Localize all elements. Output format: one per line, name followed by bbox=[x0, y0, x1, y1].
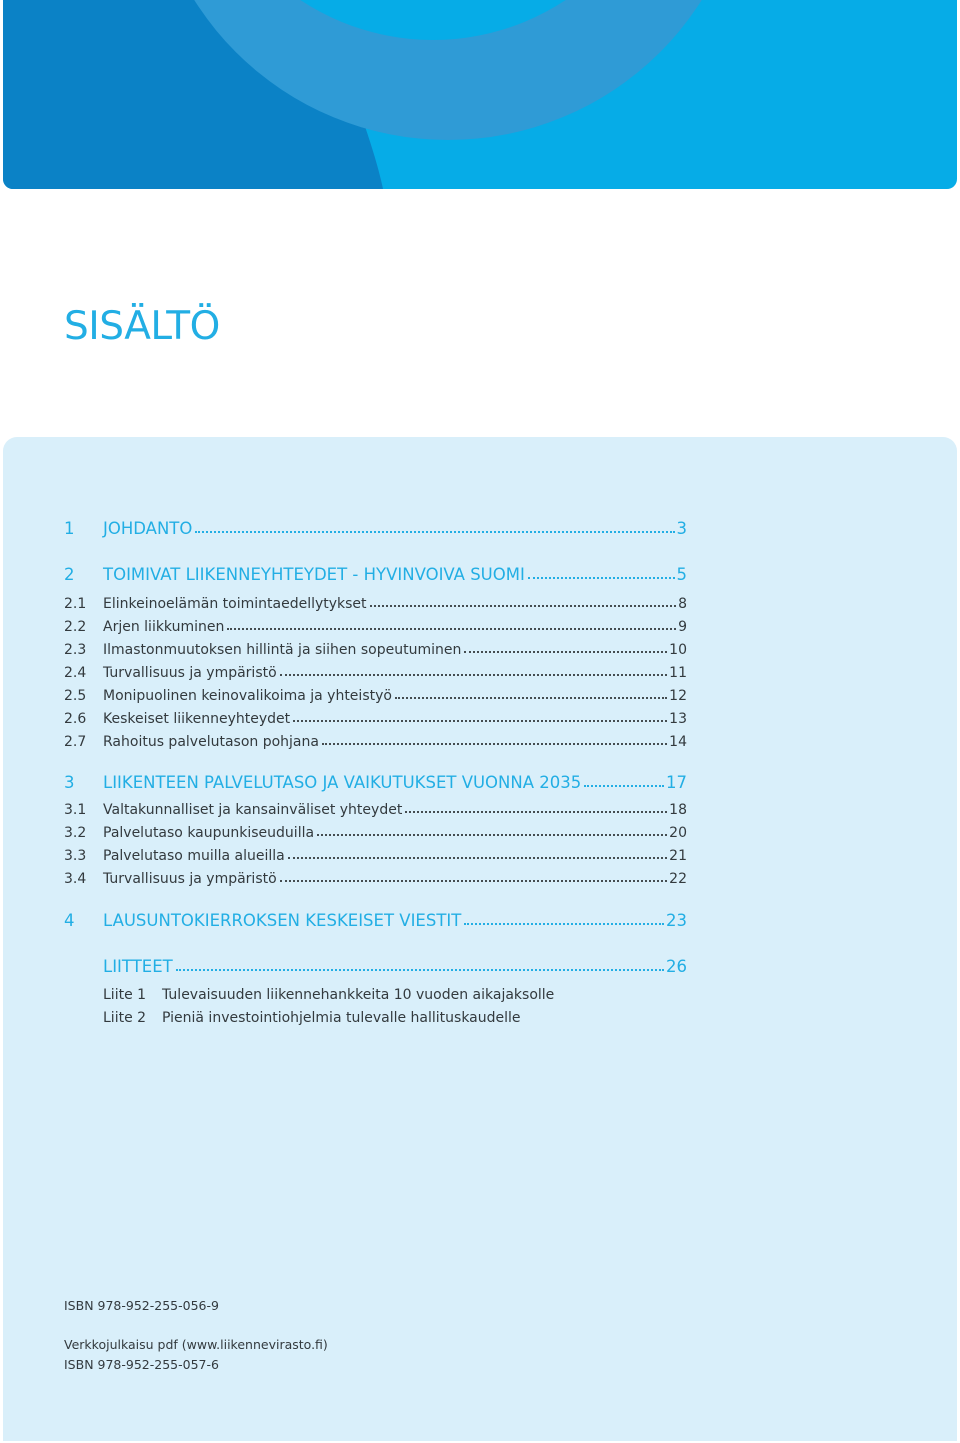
toc-section[interactable] bbox=[64, 848, 687, 864]
toc-appendix[interactable] bbox=[64, 1010, 687, 1026]
toc-section-number: 3.1 bbox=[64, 802, 87, 818]
toc-section-title: Rahoitus palvelutason pohjana bbox=[103, 734, 319, 750]
toc-section-page: 9 bbox=[678, 619, 687, 635]
toc-chapter-page: 5 bbox=[676, 565, 687, 584]
toc-leader-dots bbox=[405, 811, 667, 813]
isbn-print: ISBN 978-952-255-056-9 bbox=[64, 1298, 219, 1313]
toc-chapter[interactable] bbox=[64, 565, 687, 584]
toc-chapter-page: 3 bbox=[676, 519, 687, 538]
toc-section-page: 12 bbox=[669, 688, 687, 704]
toc-leader-dots bbox=[176, 969, 664, 971]
toc-appendix[interactable] bbox=[64, 987, 687, 1003]
toc-section-number: 2.6 bbox=[64, 711, 87, 727]
toc-leader-dots bbox=[464, 923, 664, 925]
toc-chapter[interactable] bbox=[64, 957, 687, 976]
toc-section-page: 18 bbox=[669, 802, 687, 818]
toc-chapter-page: 23 bbox=[666, 911, 687, 930]
toc-section-number: 2.2 bbox=[64, 619, 87, 635]
toc-chapter[interactable] bbox=[64, 519, 687, 538]
toc-section-title: Arjen liikkuminen bbox=[103, 619, 225, 635]
toc-section-number: 2.5 bbox=[64, 688, 87, 704]
isbn-online: ISBN 978-952-255-057-6 bbox=[64, 1357, 219, 1372]
toc-section-number: 2.7 bbox=[64, 734, 87, 750]
toc-leader-dots bbox=[227, 628, 676, 630]
toc-section-page: 10 bbox=[669, 642, 687, 658]
toc-leader-dots bbox=[288, 857, 667, 859]
toc-section-title: Ilmastonmuutoksen hillintä ja siihen sopeutuminen bbox=[103, 642, 462, 658]
toc-chapter-title: LAUSUNTOKIERROKSEN KESKEISET VIESTIT bbox=[103, 911, 462, 930]
toc-section-page: 22 bbox=[669, 871, 687, 887]
toc-section-page: 13 bbox=[669, 711, 687, 727]
toc-chapter-title: LIIKENTEEN PALVELUTASO JA VAIKUTUKSET VUONNA 2035 bbox=[103, 773, 582, 792]
toc-section-number: 3.4 bbox=[64, 871, 87, 887]
toc-section[interactable] bbox=[64, 688, 687, 704]
toc-section-number: 3.2 bbox=[64, 825, 87, 841]
toc-section-page: 21 bbox=[669, 848, 687, 864]
toc-panel bbox=[3, 437, 957, 1441]
toc-leader-dots bbox=[395, 697, 667, 699]
toc-section-number: 2.4 bbox=[64, 665, 87, 681]
toc-section[interactable] bbox=[64, 871, 687, 887]
toc-chapter[interactable] bbox=[64, 773, 687, 792]
toc-section-page: 11 bbox=[669, 665, 687, 681]
toc-section-page: 20 bbox=[669, 825, 687, 841]
toc-section-page: 14 bbox=[669, 734, 687, 750]
toc-leader-dots bbox=[317, 834, 667, 836]
toc-chapter-page: 17 bbox=[666, 773, 687, 792]
toc-section[interactable] bbox=[64, 665, 687, 681]
toc-chapter-number: 4 bbox=[64, 911, 75, 930]
toc-leader-dots bbox=[584, 785, 664, 787]
toc-leader-dots bbox=[370, 605, 677, 607]
toc-section-title: Palvelutaso muilla alueilla bbox=[103, 848, 285, 864]
toc-appendix-title: Tulevaisuuden liikennehankkeita 10 vuoden aikajaksolle bbox=[162, 987, 555, 1003]
banner-graphic bbox=[3, 0, 957, 189]
toc-section[interactable] bbox=[64, 596, 687, 612]
toc-chapter-page: 26 bbox=[666, 957, 687, 976]
toc-section-title: Monipuolinen keinovalikoima ja yhteistyö bbox=[103, 688, 392, 704]
toc-section-page: 8 bbox=[678, 596, 687, 612]
header-banner bbox=[3, 0, 957, 189]
online-publication-label: Verkkojulkaisu pdf (www.liikennevirasto.fi) bbox=[64, 1337, 328, 1352]
toc-leader-dots bbox=[280, 880, 667, 882]
toc-section[interactable] bbox=[64, 825, 687, 841]
toc-leader-dots bbox=[195, 531, 674, 533]
toc-section-title: Keskeiset liikenneyhteydet bbox=[103, 711, 291, 727]
toc-section[interactable] bbox=[64, 619, 687, 635]
toc-section[interactable] bbox=[64, 642, 687, 658]
toc-leader-dots bbox=[293, 720, 667, 722]
toc-appendix-id: Liite 1 bbox=[103, 987, 147, 1003]
toc-chapter-title: JOHDANTO bbox=[103, 519, 193, 538]
toc-section-title: Elinkeinoelämän toimintaedellytykset bbox=[103, 596, 367, 612]
toc-chapter-title: TOIMIVAT LIIKENNEYHTEYDET - HYVINVOIVA SUOMI bbox=[103, 565, 525, 584]
toc-chapter[interactable] bbox=[64, 911, 687, 930]
toc-leader-dots bbox=[280, 674, 667, 676]
toc-section-title: Valtakunnalliset ja kansainväliset yhteydet bbox=[103, 802, 403, 818]
toc-section[interactable] bbox=[64, 802, 687, 818]
toc-chapter-number: 1 bbox=[64, 519, 75, 538]
toc-section-title: Palvelutaso kaupunkiseuduilla bbox=[103, 825, 315, 841]
toc-leader-dots bbox=[322, 743, 667, 745]
toc-section-number: 2.3 bbox=[64, 642, 87, 658]
toc-section[interactable] bbox=[64, 734, 687, 750]
toc-appendix-title: Pieniä investointiohjelmia tulevalle hallituskaudelle bbox=[162, 1010, 521, 1026]
toc-chapter-number: 3 bbox=[64, 773, 75, 792]
toc-section-number: 2.1 bbox=[64, 596, 87, 612]
toc-section-title: Turvallisuus ja ympäristö bbox=[103, 871, 277, 887]
toc-section[interactable] bbox=[64, 711, 687, 727]
toc-leader-dots bbox=[528, 577, 675, 579]
toc-section-title: Turvallisuus ja ympäristö bbox=[103, 665, 277, 681]
toc-chapter-number: 2 bbox=[64, 565, 75, 584]
page-title: SISÄLTÖ bbox=[64, 304, 220, 349]
toc-appendix-id: Liite 2 bbox=[103, 1010, 147, 1026]
toc-chapter-title: LIITTEET bbox=[103, 957, 173, 976]
toc-leader-dots bbox=[464, 651, 667, 653]
toc-section-number: 3.3 bbox=[64, 848, 87, 864]
